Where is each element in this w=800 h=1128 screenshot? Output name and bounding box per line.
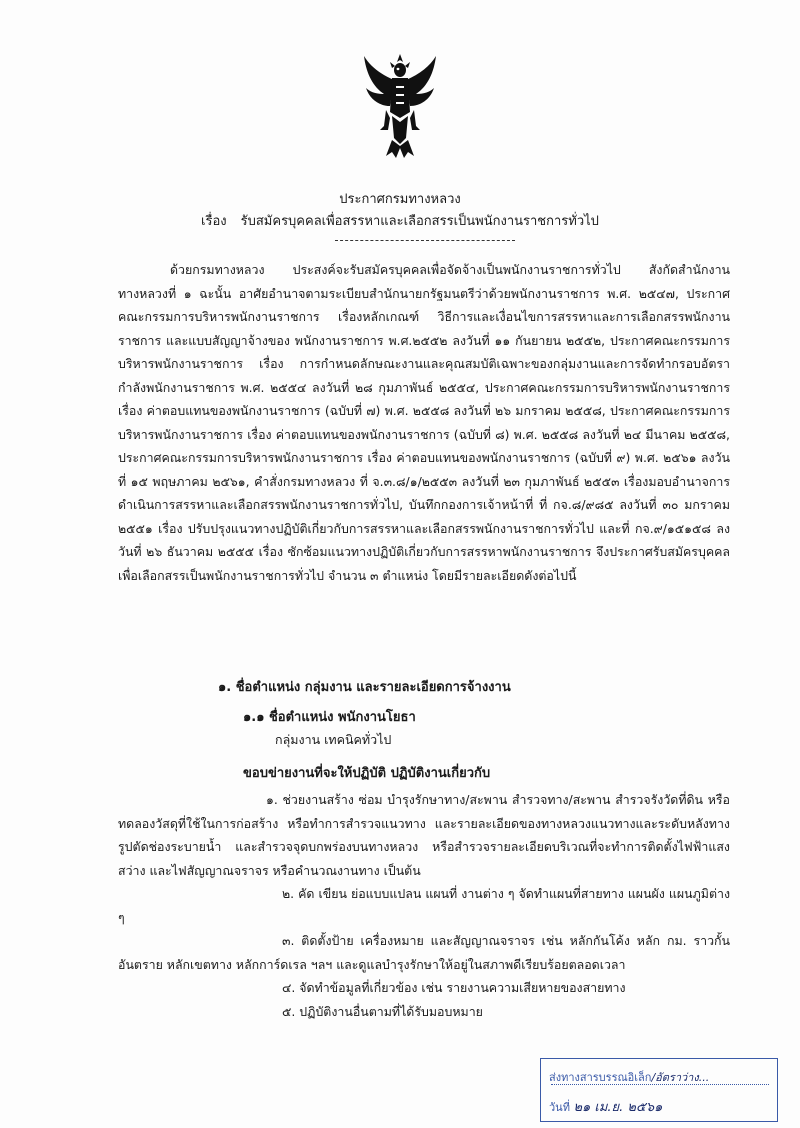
stamp-route-text: ส่งทางสารบรรณอิเล็ก (549, 1071, 652, 1084)
announcement-title: ประกาศกรมทางหลวง (339, 192, 461, 207)
section-1-1-heading: ๑.๑ ชื่อตำแหน่ง พนักงานโยธา (243, 710, 416, 725)
announcement-subject (0, 210, 800, 231)
title-divider (335, 240, 515, 241)
duty-item: ๑. ช่วยงานสร้าง ซ่อม บำรุงรักษาทาง/สะพาน สำรวจทาง/สะพาน สำรวจรังวัดที่ดิน หรือทดลองวัสดุที่ใช้ในการก่อสร้าง หรือทำการสำรวจแนวทาง และรายละเอียดของทางหลวงแนวทางและระดับหลังทาง รูปตัดช่องระบายน้ำ และสำรวจจุดบกพร่องบนทางหลวง หรือสำรวจรายละเอียดบริเวณที่จะทำการติดตั้งไฟฟ้าแสงสว่าง และไฟสัญญาณจราจร หรือคำนวณงานทาง เป็นต้น (118, 792, 730, 878)
intro-text: ด้วยกรมทางหลวง ประสงค์จะรับสมัครบุคคลเพื่อจัดจ้างเป็นพนักงานราชการทั่วไป สังกัดสำนักงานทางหลวงที่ ๑ ฉะนั้น อาศัยอำนาจตามระเบียบสำนักนายกรัฐมนตรีว่าด้วยพนักงานราชการ พ.ศ. ๒๕๔๗, ประกาศคณะกรรมการบริหารพนักงานราชการ เรื่องหลักเกณฑ์ วิธีการและเงื่อนไขการสรรหาและการเลือกสรรพนักงานราชการ และแบบสัญญาจ้างของ พนักงานราชการ พ.ศ.๒๕๕๒ ลงวันที่ ๑๑ กันยายน ๒๕๕๒, ประกาศคณะกรรมการบริหารพนักงานราชการ เรื่อง การกำหนดลักษณะงานและคุณสมบัติเฉพาะของกลุ่มงานและการจัดทำกรอบอัตรากำลังพนักงานราชการ พ.ศ. ๒๕๕๔ ลงวันที่ ๒๘ กุมภาพันธ์ ๒๕๕๔, ประกาศคณะกรรมการบริหารพนักงานราชการ เรื่อง ค่าตอบแทนของพนักงานราชการ (ฉบับที่ ๗) พ.ศ. ๒๕๕๘ ลงวันที่ ๒๖ มกราคม ๒๕๕๘, ประกาศคณะกรรมการบริหารพนักงานราชการ เรื่อง ค่าตอบแทนของพนักงานราชการ (ฉบับที่ ๘) พ.ศ. ๒๕๕๘ ลงวันที่ ๒๔ มีนาคม ๒๕๕๘, ประกาศคณะกรรมการบริหารพนักงานราชการ เรื่อง ค่าตอบแทนของพนักงานราชการ (ฉบับที่ ๙) พ.ศ. ๒๕๖๑ ลงวันที่ ๑๕ พฤษภาคม ๒๕๖๑, คำสั่งกรมทางหลวง ที่ จ.๓.๘/๑/๒๕๕๓ ลงวันที่ ๒๓ กุมภาพันธ์ ๒๕๕๓ เรื่องมอบอำนาจการดำเนินการสรรหาและเลือกสรรพนักงานราชการทั่วไป, บันทึกกองการเจ้าหน้าที่ ที่ กจ.๘/๙๘๕ ลงวันที่ ๓๐ มกราคม ๒๕๕๑ เรื่อง ปรับปรุงแนวทางปฏิบัติเกี่ยวกับการสรรหาและเลือกสรรพนักงานราชการทั่วไป และที่ กจ.๙/๑๕๑๕๘ ลงวันที่ ๒๖ ธันวาคม ๒๕๕๕ เรื่อง ซักซ้อมแนวทางปฏิบัติเกี่ยวกับการสรรหาพนักงานราชการ จึงประกาศรับสมัครบุคคลเพื่อเลือกสรรเป็นพนักงานราชการทั่วไป จำนวน ๓ ตำแหน่ง โดยมีรายละเอียดดังต่อไปนี้ (118, 262, 730, 583)
duty-item: ๓. ติดตั้งป้าย เครื่องหมาย และสัญญาณจราจร เช่น หลักกันโค้ง หลัก กม. ราวกั้นอันตราย หลักเขตทาง หลักการ์ดเรล ฯลฯ และดูแลบำรุงรักษาให้อยู่ในสภาพดีเรียบร้อยตลอดเวลา (118, 933, 730, 972)
duty-list (118, 788, 730, 1023)
section-1-heading: ๑. ชื่อตำแหน่ง กลุ่มงาน และรายละเอียดการจ้างงาน (218, 680, 511, 695)
stamp-dotted-line (551, 1084, 769, 1085)
intro-paragraph (118, 258, 730, 587)
routing-stamp (540, 1058, 778, 1122)
duty-item: ๔. จัดทำข้อมูลที่เกี่ยวข้อง เช่น รายงานความเสียหายของสายทาง (282, 980, 626, 995)
stamp-line-2 (549, 1096, 662, 1117)
garuda-emblem (362, 52, 438, 160)
duty-item: ๒. คัด เขียน ย่อแบบแปลน แผนที่ งานต่าง ๆ จัดทำแผนที่สายทาง แผนผัง แผนภูมิต่าง ๆ (118, 886, 730, 925)
stamp-handwritten-note: /อัตราว่าง... (651, 1071, 710, 1084)
subject-text: รับสมัครบุคคลเพื่อสรรหาและเลือกสรรเป็นพนักงานราชการทั่วไป (240, 214, 599, 229)
subject-label: เรื่อง (201, 214, 227, 229)
stamp-date-value: ๒๑ เม.ย. ๒๕๖๑ (573, 1100, 663, 1115)
job-group: กลุ่มงาน เทคนิคทั่วไป (275, 732, 392, 747)
duty-item: ๕. ปฏิบัติงานอื่นตามที่ได้รับมอบหมาย (282, 1003, 483, 1019)
stamp-date-label: วันที่ (549, 1101, 570, 1114)
scope-heading: ขอบข่ายงานที่จะให้ปฏิบัติ ปฏิบัติงานเกี่ยวกับ (243, 766, 491, 781)
